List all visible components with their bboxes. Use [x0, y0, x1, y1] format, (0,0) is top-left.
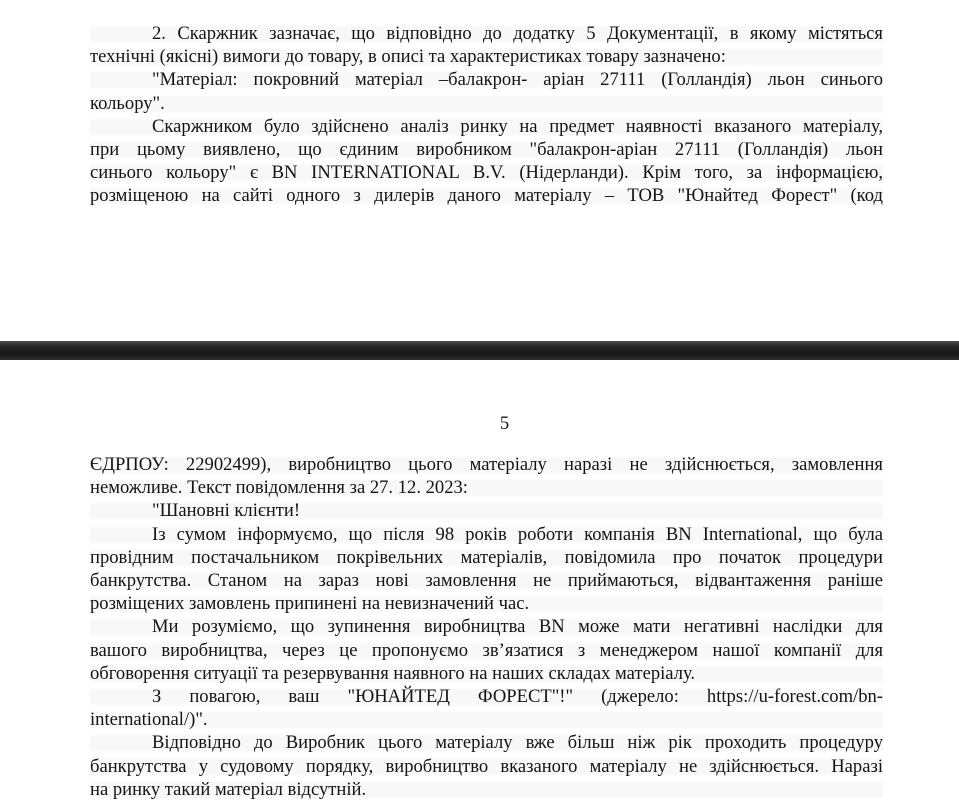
text-line: international/)". [90, 708, 883, 731]
text-line: технічні (якісні) вимоги до товару, в описі та характеристиках товару зазначено: [90, 45, 883, 68]
text-line: Відповідно до Виробник цього матеріалу вже більш ніж рік проходить процедуру [90, 731, 883, 754]
text-line: Ми розуміємо, що зупинення виробництва BN може мати негативні наслідки для [90, 615, 883, 638]
text-line: неможливе. Текст повідомлення за 27. 12. 2023: [90, 476, 883, 499]
text-line: банкрутства у судовому порядку, виробництво вказаного матеріалу не здійснюється. Наразі [90, 755, 883, 777]
page-separator-bar [0, 341, 959, 360]
text-line: 2. Скаржник зазначає, що відповідно до додатку 5 Документації, в якому містяться [90, 22, 883, 45]
text-line: "Шановні клієнти! [90, 499, 883, 522]
text-line: З повагою, ваш "ЮНАЙТЕД ФОРЕСТ"!" (джерело: https://u-forest.com/bn- [90, 685, 883, 708]
page-4-text-block [90, 22, 883, 208]
text-line: "Матеріал: покровний матеріал –балакрон- аріан 27111 (Голландія) льон синього [90, 68, 883, 91]
page-number: 5 [499, 413, 510, 434]
text-line: вашого виробництва, через це пропонуємо зв’язатися з менеджером нашої компанії для [90, 639, 883, 661]
text-line: Скаржником було здійснено аналіз ринку на предмет наявності вказаного матеріалу, [90, 115, 883, 138]
text-line: ЄДРПОУ: 22902499), виробництво цього матеріалу наразі не здійснюється, замовлення [90, 454, 883, 475]
text-line: Із сумом інформуємо, що після 98 років роботи компанія BN International, що була [90, 523, 883, 546]
text-line: обговорення ситуації та резервування наявного на наших складах матеріалу. [90, 662, 883, 685]
text-line: розміщених замовлень припинені на невизначений час. [90, 592, 883, 615]
text-line: провідним постачальником покрівельних матеріалів, повідомила про початок процедури [90, 546, 883, 568]
text-line: синього кольору" є BN INTERNATIONAL B.V. (Нідерланди). Крім того, за інформацією, [90, 162, 883, 184]
text-line: розміщеною на сайті одного з дилерів даного матеріалу – ТОВ "Юнайтед Форест" (код [90, 185, 883, 207]
text-line: кольору". [90, 92, 883, 115]
text-line: при цьому виявлено, що єдиним виробником "балакрон-аріан 27111 (Голландія) льон [90, 139, 883, 161]
page-5-text-block [90, 453, 883, 801]
text-line: на ринку такий матеріал відсутній. [90, 778, 883, 801]
text-line: банкрутства. Станом на зараз нові замовлення не приймаються, відвантаження раніше [90, 570, 883, 592]
